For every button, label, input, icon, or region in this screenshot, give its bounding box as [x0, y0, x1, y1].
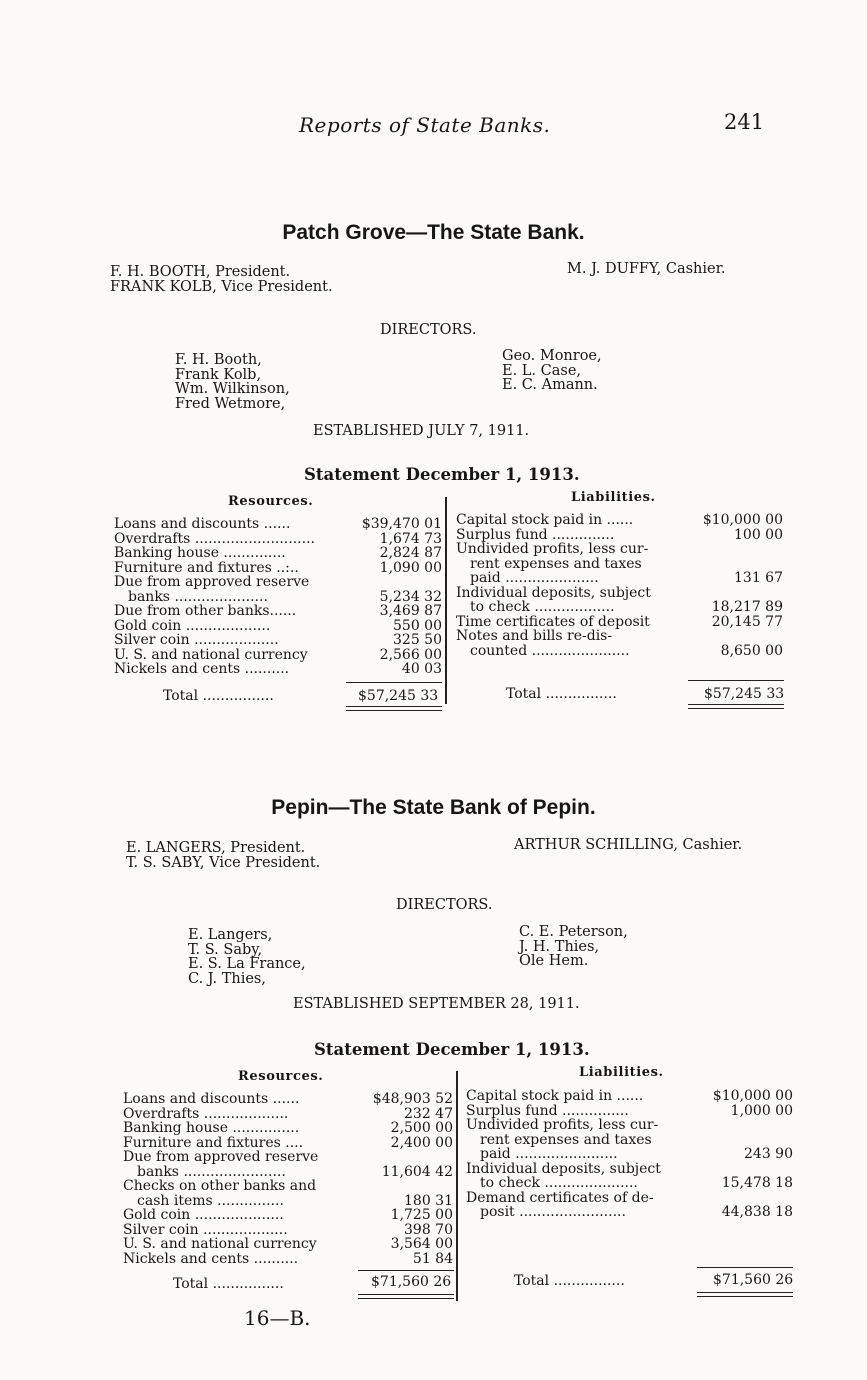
table-row: [114, 517, 442, 532]
table-row: [456, 629, 783, 644]
line-label: Silver coin ...................: [123, 1222, 288, 1237]
table-row: [466, 1162, 793, 1177]
table-row: [123, 1194, 453, 1209]
table-row: [456, 644, 783, 659]
line-label: Gold coin ...................: [114, 618, 271, 633]
line-label: cash items ...............: [137, 1193, 284, 1208]
director: Geo. Monroe,: [502, 348, 602, 364]
amount: 15,478 18: [721, 1175, 793, 1191]
table-row: [123, 1092, 453, 1107]
table-row: [466, 1176, 793, 1191]
table-row: [123, 1150, 453, 1165]
line-label: to check .....................: [480, 1176, 638, 1191]
double-rule: [346, 710, 442, 711]
line-label: U. S. and national currency: [123, 1237, 317, 1252]
director: C. E. Peterson,: [519, 924, 628, 940]
line-label: Capital stock paid in ......: [466, 1089, 644, 1104]
amount: 100 00: [734, 526, 783, 543]
running-header: Reports of State Banks.: [299, 113, 551, 137]
column-divider: [456, 1071, 458, 1301]
director: J. H. Thies,: [519, 938, 600, 955]
total-label: Total ................: [514, 1273, 625, 1289]
line-label: Capital stock paid in ......: [456, 513, 634, 528]
amount: 2,400 00: [390, 1134, 453, 1151]
liabilities-heading: Liabilities.: [579, 1065, 664, 1080]
directors-right: [519, 925, 628, 969]
table-row: [456, 615, 783, 630]
total-label: Total ................: [506, 686, 617, 702]
amount: 3,469 87: [379, 603, 442, 619]
amount: 5,234 32: [379, 588, 442, 605]
double-rule: [697, 1296, 793, 1297]
director: E. S. La France,: [188, 956, 306, 973]
line-label: Due from other banks......: [114, 604, 297, 619]
line-label: Surplus fund ...............: [466, 1103, 629, 1118]
total-rule: [358, 1270, 454, 1271]
table-row: [114, 546, 442, 561]
line-label: banks .....................: [128, 589, 268, 604]
signature-mark: 16—B.: [244, 1306, 311, 1330]
officer-president: F. H. BOOTH, President.: [110, 264, 291, 280]
line-label: Due from approved reserve: [123, 1150, 319, 1165]
director: E. L. Case,: [502, 362, 582, 379]
table-row: [114, 633, 442, 648]
table-row: [466, 1089, 793, 1104]
amount: $10,000 00: [712, 1088, 793, 1104]
director: Wm. Wilkinson,: [175, 381, 290, 398]
director: Frank Kolb,: [175, 366, 262, 383]
directors-left: [188, 928, 306, 986]
resources-table: [114, 517, 442, 677]
line-label: Nickels and cents ..........: [123, 1251, 299, 1266]
line-label: U. S. and national currency: [114, 647, 308, 662]
double-rule: [697, 1292, 793, 1293]
amount: 1,090 00: [379, 559, 442, 576]
line-label: Surplus fund ..............: [456, 527, 615, 542]
amount: 2,566 00: [379, 646, 442, 663]
line-label: Furniture and fixtures ....: [123, 1135, 304, 1150]
table-row: [456, 557, 783, 572]
amount: $48,903 52: [372, 1091, 453, 1107]
amount: 180 31: [404, 1192, 453, 1209]
table-row: [466, 1191, 793, 1206]
amount: 243 90: [744, 1146, 793, 1162]
liabilities-table: [456, 513, 783, 658]
amount: 232 47: [404, 1105, 453, 1122]
amount: 8,650 00: [720, 642, 783, 659]
line-label: counted ......................: [470, 643, 630, 658]
director: F. H. Booth,: [175, 352, 262, 368]
total-liabilities: $71,560 26: [713, 1272, 794, 1288]
line-label: Time certificates of deposit: [456, 614, 650, 629]
directors-right: [502, 349, 602, 393]
table-row: [456, 571, 783, 586]
total-rule: [688, 680, 784, 681]
officer-president: E. LANGERS, President.: [126, 840, 306, 856]
table-row: [466, 1104, 793, 1119]
line-label: to check ..................: [470, 600, 615, 615]
total-label: Total ................: [173, 1276, 284, 1292]
directors-heading: DIRECTORS.: [396, 897, 493, 913]
amount: $10,000 00: [702, 512, 783, 528]
amount: 1,725 00: [390, 1207, 453, 1223]
table-row: [456, 586, 783, 601]
line-label: Overdrafts ...................: [123, 1106, 289, 1121]
director: C. J. Thies,: [188, 970, 266, 987]
line-label: Loans and discounts ......: [123, 1092, 300, 1107]
officers-left: [110, 265, 333, 295]
amount: 44,838 18: [721, 1204, 793, 1220]
officer-vice-president: T. S. SABY, Vice President.: [126, 855, 321, 871]
table-row: [456, 542, 783, 557]
table-row: [466, 1118, 793, 1133]
total-rule: [346, 682, 442, 683]
bank-title: Pepin—The State Bank of Pepin.: [271, 796, 596, 819]
total-resources: $71,560 26: [371, 1274, 452, 1290]
liabilities-table: [466, 1089, 793, 1220]
table-row: [456, 528, 783, 543]
amount: 40 03: [401, 661, 442, 677]
line-label: Notes and bills re-dis-: [456, 629, 613, 644]
total-resources: $57,245 33: [358, 688, 439, 704]
table-row: [114, 561, 442, 576]
amount: 1,674 73: [379, 530, 442, 547]
line-label: Loans and discounts ......: [114, 517, 291, 532]
total-liabilities: $57,245 33: [704, 686, 785, 702]
double-rule: [346, 706, 442, 707]
line-label: Individual deposits, subject: [456, 585, 651, 600]
amount: 2,500 00: [390, 1120, 453, 1136]
table-row: [114, 575, 442, 590]
amount: 131 67: [734, 570, 783, 586]
line-label: Furniture and fixtures ..:..: [114, 560, 299, 575]
line-label: rent expenses and taxes: [470, 556, 642, 571]
resources-heading: Resources.: [238, 1069, 324, 1084]
line-label: banks .......................: [137, 1164, 286, 1179]
established-date: ESTABLISHED SEPTEMBER 28, 1911.: [293, 996, 580, 1012]
resources-table: [123, 1092, 453, 1266]
line-label: Silver coin ...................: [114, 633, 279, 648]
line-label: Individual deposits, subject: [466, 1161, 661, 1176]
table-row: [114, 532, 442, 547]
table-row: [123, 1208, 453, 1223]
statement-heading: Statement December 1, 1913.: [304, 465, 580, 484]
line-label: Banking house ..............: [114, 546, 286, 561]
table-row: [114, 619, 442, 634]
amount: 20,145 77: [711, 613, 783, 630]
officers-left: [126, 841, 320, 871]
director: T. S. Saby,: [188, 941, 263, 958]
amount: 11,604 42: [381, 1163, 453, 1180]
table-row: [114, 662, 442, 677]
line-label: rent expenses and taxes: [480, 1132, 652, 1147]
table-row: [114, 604, 442, 619]
column-divider: [445, 497, 447, 704]
amount: 1,000 00: [730, 1102, 793, 1119]
line-label: Due from approved reserve: [114, 575, 310, 590]
director: Ole Hem.: [519, 953, 589, 970]
table-row: [466, 1147, 793, 1162]
amount: 398 70: [404, 1221, 453, 1238]
table-row: [123, 1237, 453, 1252]
amount: $39,470 01: [361, 516, 442, 532]
double-rule: [688, 704, 784, 705]
line-label: Undivided profits, less cur-: [466, 1118, 659, 1133]
table-row: [123, 1136, 453, 1151]
table-row: [466, 1133, 793, 1148]
resources-heading: Resources.: [228, 494, 314, 509]
double-rule: [358, 1298, 454, 1299]
line-label: posit ........................: [480, 1205, 626, 1220]
director: E. Langers,: [188, 927, 273, 943]
director: Fred Wetmore,: [175, 395, 286, 412]
table-row: [466, 1205, 793, 1220]
line-label: Undivided profits, less cur-: [456, 542, 649, 557]
table-row: [114, 648, 442, 663]
director: E. C. Amann.: [502, 377, 598, 394]
officer-cashier: M. J. DUFFY, Cashier.: [567, 261, 726, 277]
officer-cashier: ARTHUR SCHILLING, Cashier.: [514, 837, 743, 853]
statement-heading: Statement December 1, 1913.: [314, 1040, 590, 1059]
double-rule: [358, 1294, 454, 1295]
bank-title: Patch Grove—The State Bank.: [282, 221, 585, 244]
directors-heading: DIRECTORS.: [380, 322, 477, 338]
amount: 2,824 87: [379, 545, 442, 561]
double-rule: [688, 708, 784, 709]
line-label: paid .......................: [480, 1147, 618, 1162]
line-label: Overdrafts ...........................: [114, 531, 315, 546]
table-row: [123, 1121, 453, 1136]
total-label: Total ................: [163, 688, 274, 704]
line-label: paid .....................: [470, 571, 599, 586]
table-row: [123, 1107, 453, 1122]
table-row: [114, 590, 442, 605]
table-row: [123, 1179, 453, 1194]
directors-left: [175, 353, 290, 411]
amount: 550 00: [393, 617, 442, 634]
line-label: Checks on other banks and: [123, 1179, 317, 1194]
table-row: [123, 1165, 453, 1180]
amount: 325 50: [393, 632, 442, 648]
line-label: Demand certificates of de-: [466, 1190, 654, 1205]
line-label: Banking house ...............: [123, 1121, 300, 1136]
liabilities-heading: Liabilities.: [571, 490, 656, 505]
table-row: [123, 1252, 453, 1267]
amount: 3,564 00: [390, 1236, 453, 1252]
established-date: ESTABLISHED JULY 7, 1911.: [313, 423, 530, 439]
table-row: [456, 600, 783, 615]
total-rule: [697, 1267, 793, 1268]
table-row: [456, 513, 783, 528]
amount: 18,217 89: [711, 599, 783, 615]
line-label: Nickels and cents ..........: [114, 662, 290, 677]
amount: 51 84: [412, 1250, 453, 1267]
line-label: Gold coin ....................: [123, 1208, 284, 1223]
table-row: [123, 1223, 453, 1238]
officer-vice-president: FRANK KOLB, Vice President.: [110, 279, 333, 295]
page-number: 241: [724, 110, 765, 134]
